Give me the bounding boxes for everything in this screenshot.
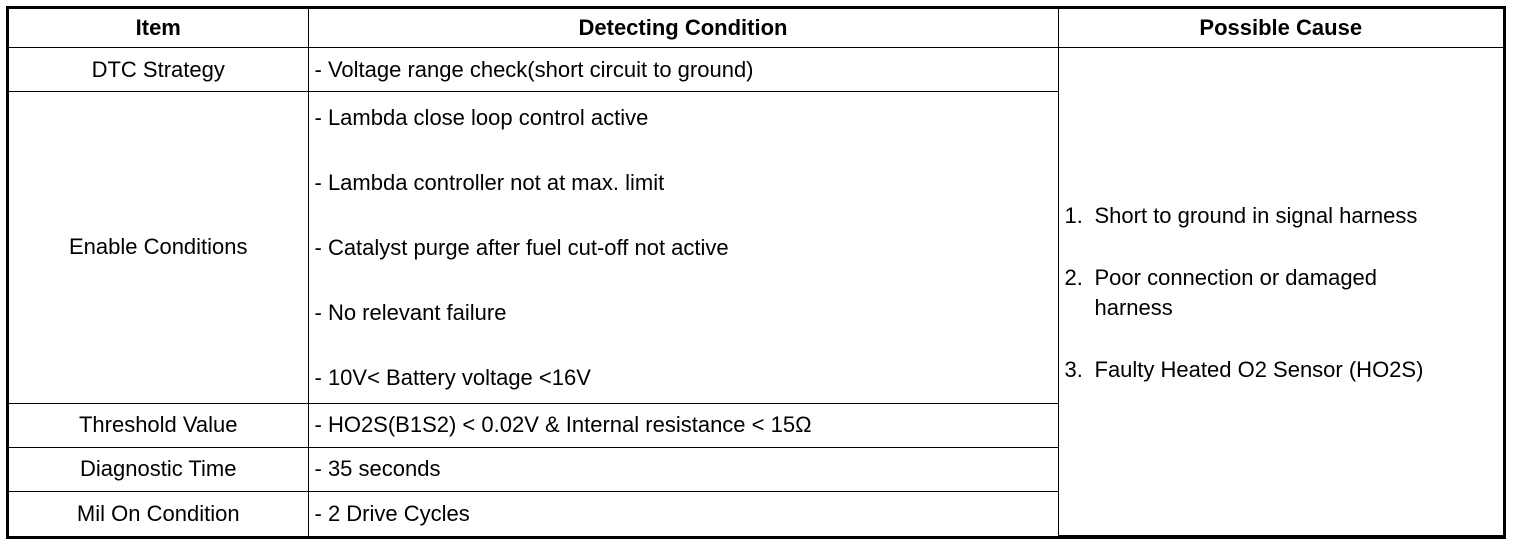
condition-dtc-strategy: - Voltage range check(short circuit to ground) [308,48,1058,92]
possible-cause-cell [1058,48,1503,536]
table-header-row [9,9,1503,48]
condition-enable-conditions [308,92,1058,404]
item-mil-on-condition: Mil On Condition [9,491,308,535]
enable-condition-3: - Catalyst purge after fuel cut-off not active [314,235,729,261]
enable-conditions-list [315,103,1058,391]
condition-diagnostic-time: - 35 seconds [308,447,1058,491]
condition-mil-on-condition: - 2 Drive Cycles [308,491,1058,535]
cause-text-3: Faulty Heated O2 Sensor (HO2S) [1094,356,1424,382]
cause-text-2: Poor connection or damaged harness [1094,264,1378,320]
enable-condition-5: - 10V< Battery voltage <16V [314,365,591,391]
cause-number-3: 3. [1064,356,1083,382]
possible-cause-list [1065,201,1498,385]
header-detecting-condition: Detecting Condition [308,9,1058,48]
cause-text-1: Short to ground in signal harness [1094,202,1418,228]
item-diagnostic-time: Diagnostic Time [9,447,308,491]
dtc-table-frame [6,6,1506,539]
item-threshold-value: Threshold Value [9,403,308,447]
item-dtc-strategy: DTC Strategy [9,48,308,92]
enable-condition-4: - No relevant failure [314,300,507,326]
cause-item-1 [1065,201,1498,231]
table-row-dtc-strategy [9,48,1503,92]
enable-condition-2: - Lambda controller not at max. limit [314,170,665,196]
cause-number-2: 2. [1064,264,1083,290]
header-possible-cause: Possible Cause [1058,9,1503,48]
cause-item-3 [1065,355,1498,385]
cause-item-2 [1065,263,1498,323]
item-enable-conditions: Enable Conditions [9,92,308,404]
enable-condition-1: - Lambda close loop control active [314,105,649,131]
header-item: Item [9,9,308,48]
cause-number-1: 1. [1064,202,1083,228]
condition-threshold-value: - HO2S(B1S2) < 0.02V & Internal resistance < 15Ω [308,403,1058,447]
dtc-table [9,9,1503,536]
